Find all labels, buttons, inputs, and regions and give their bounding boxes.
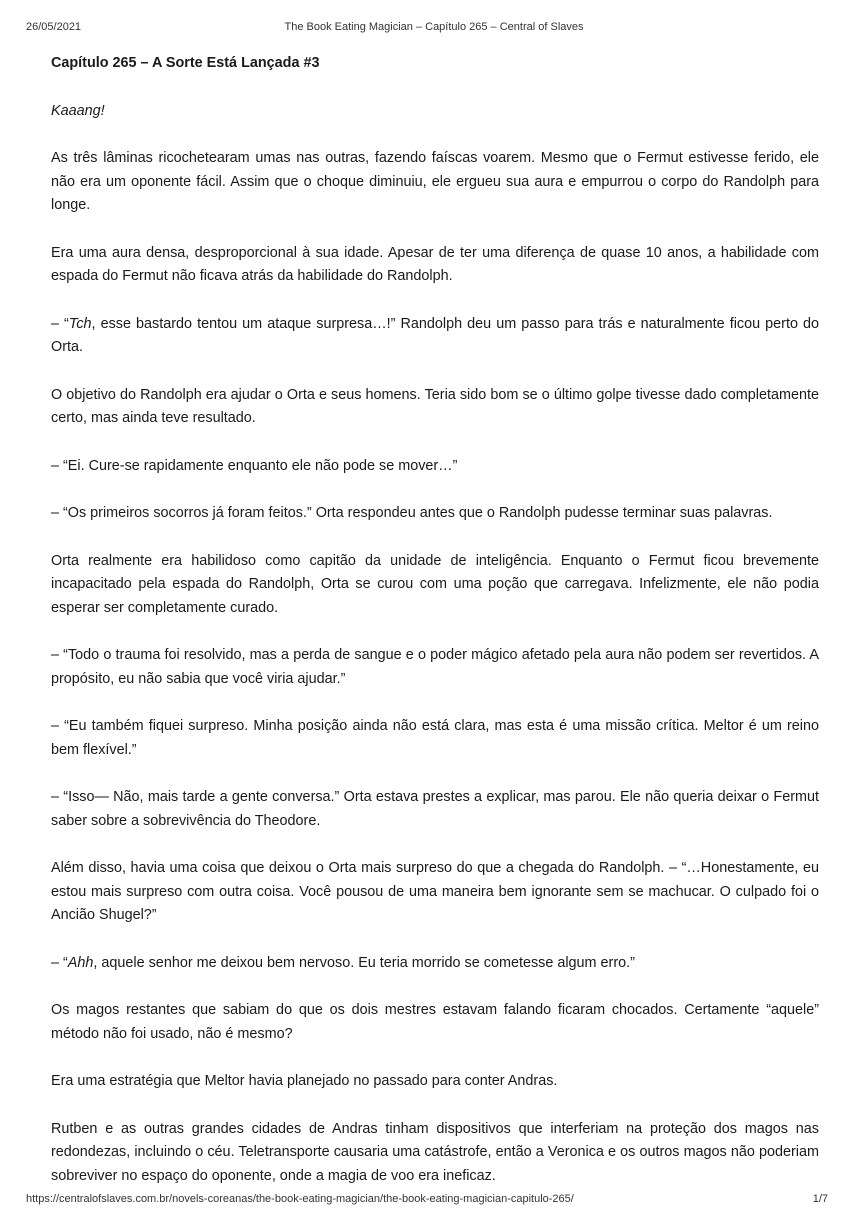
chapter-heading: Capítulo 265 – A Sorte Está Lançada #3	[51, 55, 320, 71]
dialogue-emphasis: Tch	[68, 315, 92, 332]
print-title: The Book Eating Magician – Capítulo 265 – Central of Slaves	[284, 21, 584, 33]
chapter-content	[51, 52, 819, 1212]
paragraph-13	[51, 952, 819, 976]
paragraph-12: Além disso, havia uma coisa que deixou o Orta mais surpreso do que a chegada do Randolph. – “…Honestamente, eu estou mais surpreso com outra coisa. Você pousou de uma maneira bem ignorante sem se machucar. O culpado foi o Ancião Shugel?”	[51, 860, 819, 923]
dialogue-prefix: – “	[51, 315, 69, 332]
paragraph-9: – “Todo o trauma foi resolvido, mas a perda de sangue e o poder mágico afetado pela aura não podem ser revertidos. A propósito, eu não sabia que você viria ajudar.”	[51, 647, 819, 687]
paragraph-2: As três lâminas ricochetearam umas nas outras, fazendo faíscas voarem. Mesmo que o Fermut estivesse ferido, ele não era um oponente fácil. Assim que o choque diminuiu, ele ergueu sua aura e empurrou o corpo do Randolph para longe.	[51, 150, 819, 213]
dialogue-rest: , aquele senhor me deixou bem nervoso. Eu teria morrido se cometesse algum erro.”	[93, 954, 635, 971]
paragraph-15: Era uma estratégia que Meltor havia planejado no passado para conter Andras.	[51, 1073, 558, 1089]
paragraph-14: Os magos restantes que sabiam do que os dois mestres estavam falando ficaram chocados. Certamente “aquele” método não foi usado, não é mesmo?	[51, 1002, 819, 1042]
sound-effect: Kaaang!	[51, 102, 105, 119]
paragraph-11: – “Isso— Não, mais tarde a gente conversa.” Orta estava prestes a explicar, mas parou. Ele não queria deixar o Fermut saber sobre a sobrevivência do Theodore.	[51, 789, 819, 829]
print-date: 26/05/2021	[26, 21, 82, 33]
paragraph-3: Era uma aura densa, desproporcional à sua idade. Apesar de ter uma diferença de quase 10 anos, a habilidade com espada do Fermut não ficava atrás da habilidade do Randolph.	[51, 244, 819, 284]
dialogue-emphasis: Ahh	[67, 954, 94, 971]
paragraph-10: – “Eu também fiquei surpreso. Minha posição ainda não está clara, mas esta é uma missão crítica. Meltor é um reino bem flexível.”	[51, 718, 819, 758]
dialogue-prefix: – “	[51, 954, 68, 971]
paragraph-6: – “Ei. Cure-se rapidamente enquanto ele não pode se mover…”	[51, 457, 458, 474]
paragraph-16: Rutben e as outras grandes cidades de Andras tinham dispositivos que interferiam na proteção dos magos nas redondezas, incluindo o céu. Teletransporte causaria uma catástrofe, então a Veronica e os outros magos não poderiam sobreviver no espaço do oponente, onde a magia de voo era ineficaz.	[51, 1120, 819, 1184]
dialogue-rest: , esse bastardo tentou um ataque surpresa…!” Randolph deu um passo para trás e naturalmente ficou perto do Orta.	[51, 315, 820, 355]
paragraph-1	[51, 100, 819, 124]
paragraph-8: Orta realmente era habilidoso como capitão da unidade de inteligência. Enquanto o Fermut ficou brevemente incapacitado pela espada do Randolph, Orta se curou com uma poção que carregava. Infelizmente, ele não podia esperar ser completamente curado.	[51, 552, 819, 616]
page-url: https://centralofslaves.com.br/novels-coreanas/the-book-eating-magician/the-book-eating-magician-capitulo-265/	[26, 1193, 574, 1205]
paragraph-5: O objetivo do Randolph era ajudar o Orta e seus homens. Teria sido bom se o último golpe tivesse dado completamente certo, mas ainda teve resultado.	[51, 386, 819, 426]
paragraph-4	[51, 313, 819, 360]
page-number: 1/7	[812, 1193, 828, 1205]
paragraph-7: – “Os primeiros socorros já foram feitos.” Orta respondeu antes que o Randolph pudesse terminar suas palavras.	[51, 505, 773, 521]
